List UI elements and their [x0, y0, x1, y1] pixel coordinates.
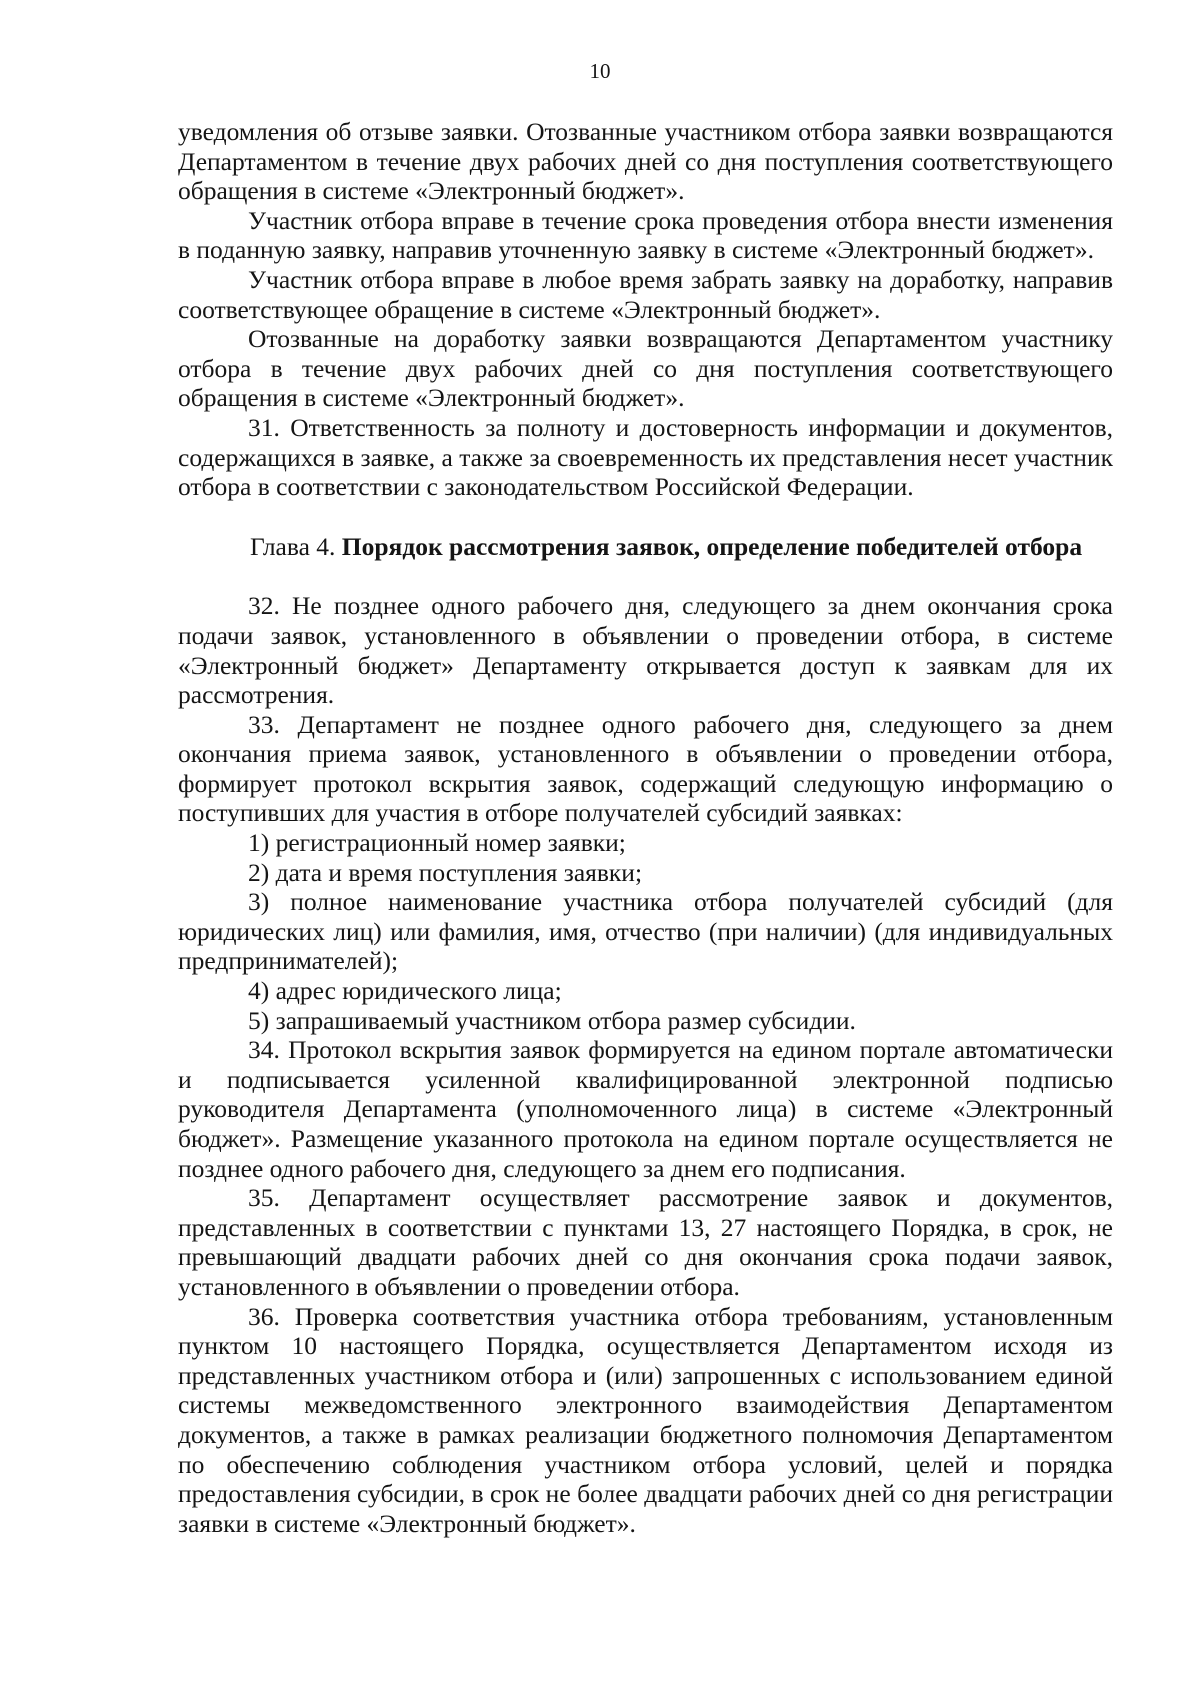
chapter-heading [178, 532, 1113, 562]
paragraph-33: 33. Департамент не позднее одного рабочего дня, следующего за днем окончания приема заявок, установленного в объявлении о проведении отбора, формирует протокол вскрытия заявок, содержащий следующую информацию о поступивших для участия в отборе получателей субсидий заявках: [178, 709, 1113, 828]
list-item: 3) полное наименование участника отбора получателей субсидий (для юридических лиц) или фамилия, имя, отчество (при наличии) (для индивидуальных предпринимателей); [178, 887, 1113, 976]
paragraph-32: 32. Не позднее одного рабочего дня, следующего за днем окончания срока подачи заявок, установленного в объявлении о проведении отбора, в системе «Электронный бюджет» Департаменту открывается доступ к заявкам для их рассмотрения. [178, 591, 1113, 710]
chapter-prefix: Глава 4. [250, 531, 336, 561]
list-item: 1) регистрационный номер заявки; [248, 828, 626, 858]
chapter-title: Порядок рассмотрения заявок, определение победителей отбора [341, 531, 1083, 561]
paragraph-31: 31. Ответственность за полноту и достоверность информации и документов, содержащихся в заявке, а также за своевременность их представления несет участник отбора в соответствии с законодательством Российской Федерации. [178, 412, 1113, 502]
list-item: 4) адрес юридического лица; [248, 976, 562, 1006]
paragraph-34: 34. Протокол вскрытия заявок формируется на едином портале автоматически и подписывается усиленной квалифицированной электронной подписью руководителя Департамента (уполномоченного лица) в системе «Электронный бюджет». Размещение указанного протокола на едином портале осуществляется не позднее одного рабочего дня, следующего за днем его подписания. [178, 1035, 1113, 1183]
paragraph-36: 36. Проверка соответствия участника отбора требованиям, установленным пунктом 10 настоящего Порядка, осуществляется Департаментом исходя из представленных участником отбора и (или) запрошенных с использованием единой системы межведомственного электронного взаимодействия Департаментом документов, а также в рамках реализации бюджетного полномочия Департаментом по обеспечению соблюдения участником отбора условий, целей и порядка предоставления субсидии, в срок не более двадцати рабочих дней со дня регистрации заявки в системе «Электронный бюджет». [178, 1301, 1113, 1538]
page-number: 10 [589, 59, 611, 83]
paragraph: Участник отбора вправе в течение срока проведения отбора внести изменения в поданную заявку, направив уточненную заявку в системе «Электронный бюджет». [178, 205, 1113, 265]
list-item: 5) запрашиваемый участником отбора размер субсидии. [248, 1005, 856, 1035]
paragraph: уведомления об отзыве заявки. Отозванные участником отбора заявки возвращаются Департаментом в течение двух рабочих дней со дня поступления соответствующего обращения в системе «Электронный бюджет». [178, 117, 1113, 206]
paragraph-35: 35. Департамент осуществляет рассмотрение заявок и документов, представленных в соответствии с пунктами 13, 27 настоящего Порядка, в срок, не превышающий двадцати рабочих дней со дня окончания срока подачи заявок, установленного в объявлении о проведении отбора. [178, 1183, 1113, 1301]
paragraph: Участник отбора вправе в любое время забрать заявку на доработку, направив соответствующее обращение в системе «Электронный бюджет». [178, 264, 1113, 324]
document-body [178, 117, 1113, 1538]
paragraph: Отозванные на доработку заявки возвращаются Департаментом участнику отбора в течение двух рабочих дней со дня поступления соответствующего обращения в системе «Электронный бюджет». [178, 324, 1113, 413]
list-item: 2) дата и время поступления заявки; [248, 857, 643, 887]
